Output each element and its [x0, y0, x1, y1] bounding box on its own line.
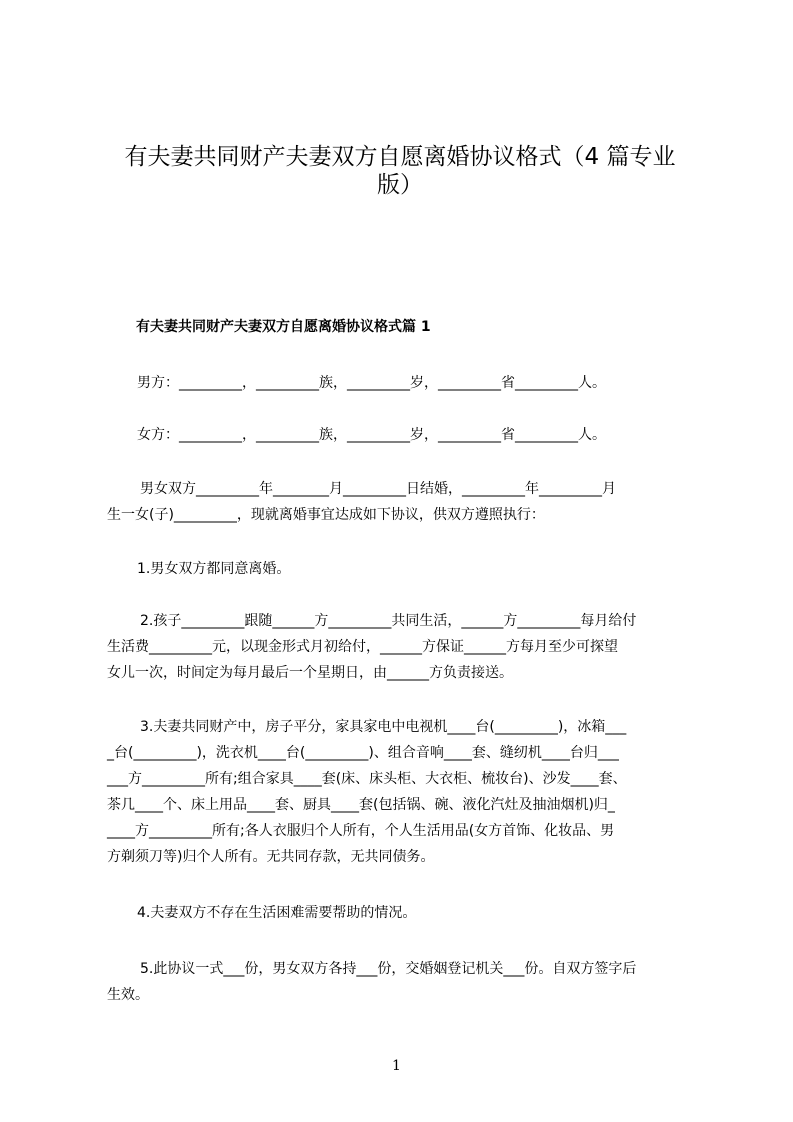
clause-4: [137, 900, 734, 926]
female-party-line: [137, 422, 734, 448]
clause-4-text: 4.夫妻双方不存在生活困难需要帮助的情况。: [137, 905, 417, 921]
clause-3-line-6: 方剃须刀等)归个人所有。无共同存款，无共同债务。: [107, 849, 435, 865]
clause-2-line-1: 2.孩子_________跟随______方_________共同生活，______方_________每月给付: [140, 613, 637, 629]
clause-1: [137, 556, 734, 582]
female-party-text: 女方：_________，_________族，_________岁，_________省_________人。: [137, 427, 606, 443]
marriage-line-2: 生一女(子)_________，现就离婚事宜达成如下协议，供双方遵照执行：: [107, 507, 545, 523]
clause-3-line-1: 3.夫妻共同财产中，房子平分，家具家电中电视机____台(_________)，冰箱___: [140, 719, 627, 735]
clause-3: [107, 714, 704, 870]
clause-2-line-3: 女儿一次，时间定为每月最后一个星期日，由______方负责接送。: [107, 665, 513, 681]
male-party-line: [137, 370, 734, 396]
clause-1-text: 1.男女双方都同意离婚。: [137, 561, 291, 577]
page-number: 1: [392, 1058, 401, 1074]
clause-3-line-5: ____方_________所有;各人衣服归个人所有，个人生活用品(女方首饰、化妆品、男: [107, 823, 615, 839]
clause-2: [107, 608, 704, 686]
clause-3-line-2: _台(_________)，洗衣机____台(_________)、组合音响____套、缝纫机____台归___: [107, 745, 619, 761]
clause-5-line-1: 5.此协议一式___份，男女双方各持___份，交婚姻登记机关___份。自双方签字后: [140, 961, 637, 977]
marriage-line-1: 男女双方_________年________月_________日结婚，_________年_________月: [140, 481, 616, 497]
document-title: [100, 143, 700, 199]
clause-5-line-2: 生效。: [107, 987, 149, 1003]
document-title-line-2: 版）: [377, 172, 423, 198]
document-title-line-1: 有夫妻共同财产夫妻双方自愿离婚协议格式（4 篇专业: [124, 144, 676, 170]
clause-3-line-3: ___方_________所有;组合家具____套(床、床头柜、大衣柜、梳妆台)、沙发____套、: [107, 771, 627, 787]
male-party-text: 男方：_________，_________族，_________岁，_________省_________人。: [137, 375, 606, 391]
clause-3-line-4: 茶几____个、床上用品____套、厨具____套(包括锅、碗、液化汽灶及抽油烟机)归_: [107, 797, 615, 813]
marriage-paragraph: [107, 476, 704, 528]
clause-2-line-2: 生活费_________元，以现金形式月初给付，______方保证______方每月至少可探望: [107, 639, 618, 655]
clause-5: [107, 956, 704, 1008]
section-heading: 有夫妻共同财产夫妻双方自愿离婚协议格式篇 1: [136, 319, 431, 335]
